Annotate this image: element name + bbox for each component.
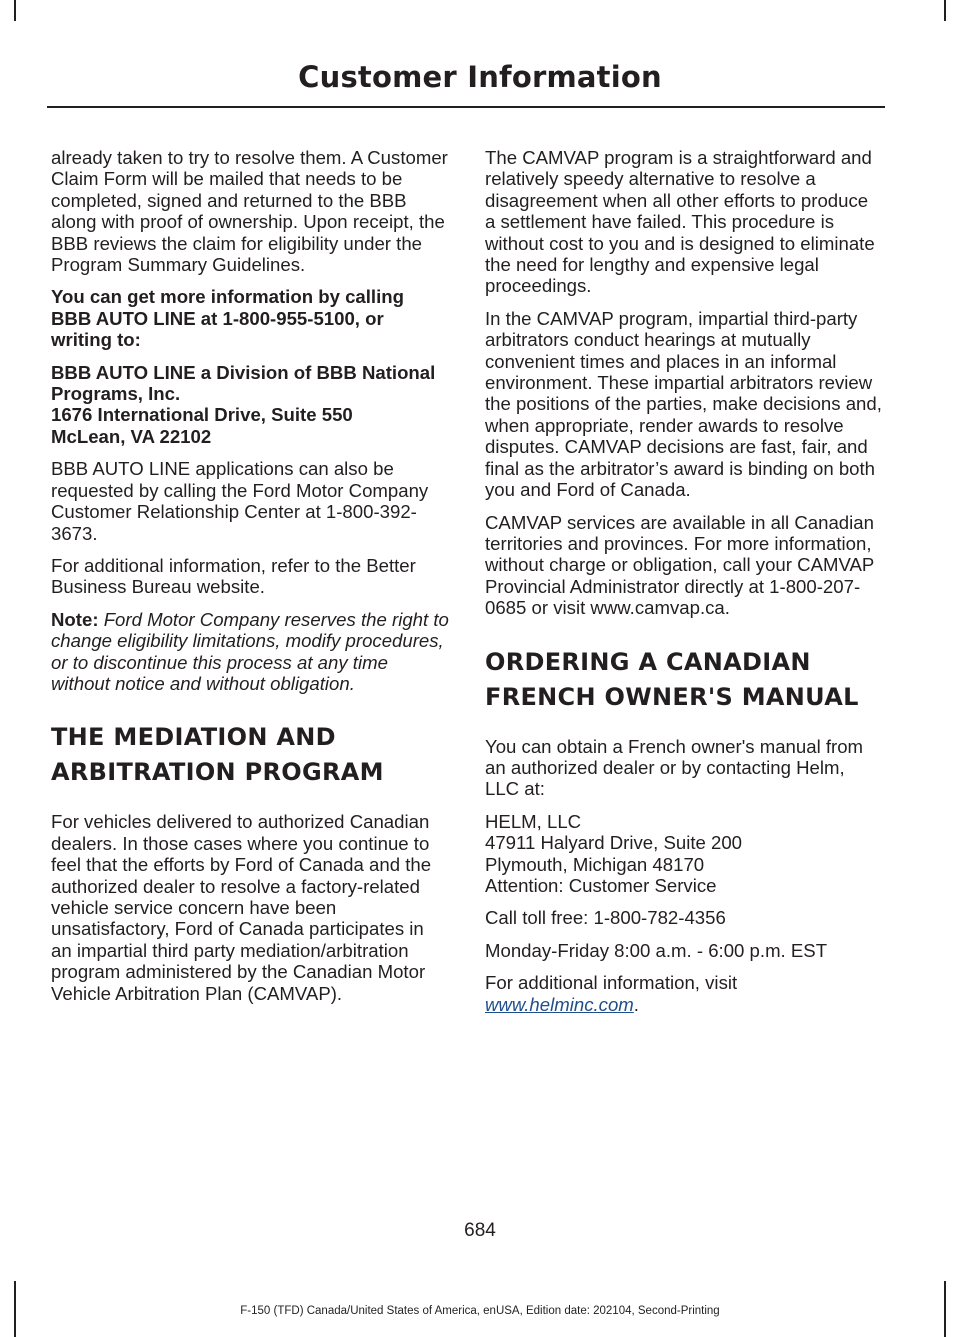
helm-website-link[interactable]: www.helminc.com xyxy=(485,993,634,1015)
camvap-overview-paragraph: The CAMVAP program is a straightforward and relatively speedy alternative to resolve a disagreement when all other efforts to produce a settlement have failed. This procedure is without cost to you and is designed to eliminate the need for lengthy and expensive legal proceedings. xyxy=(485,147,875,297)
helm-website-suffix: . xyxy=(633,993,639,1015)
claim-form-paragraph: already taken to try to resolve them. A Customer Claim Form will be mailed that needs to be completed, signed and returned to the BBB along with proof of ownership. Upon receipt, the BBB reviews the claim for eligibility under the Program Summary Guidelines. xyxy=(51,147,448,276)
mediation-heading xyxy=(51,723,449,787)
bbb-address: BBB AUTO LINE a Division of BBB National Programs, Inc. 1676 International Drive, Suite 550 McLean, VA 22102 xyxy=(51,361,436,447)
crop-mark-top-left xyxy=(14,0,16,21)
crop-mark-top-right xyxy=(944,0,946,21)
bbb-contact-paragraph: You can get more information by calling BBB AUTO LINE at 1-800-955-5100, or writing to: xyxy=(51,286,404,351)
right-column xyxy=(485,147,883,1026)
camvap-arbitrators-paragraph: In the CAMVAP program, impartial third-party arbitrators conduct hearings at mutually convenient times and places in an informal environment. These impartial arbitrators review the positions of the parties, make decisions and, when appropriate, render awards to resolve disputes. CAMVAP decisions are fast, fair, and final as the arbitrator’s award is binding on both you and Ford of Canada. xyxy=(485,307,882,501)
helm-address: HELM, LLC 47911 Halyard Drive, Suite 200 Plymouth, Michigan 48170 Attention: Customer Service xyxy=(485,810,743,896)
page-number: 684 xyxy=(464,1220,496,1241)
note-text: Ford Motor Company reserves the right to change eligibility limitations, modify procedures, or to discontinue this process at any time without notice and without obligation. xyxy=(51,608,449,694)
camvap-intro-paragraph: For vehicles delivered to authorized Canadian dealers. In those cases where you continue to feel that the efforts by Ford of Canada and the authorized dealer to resolve a factory-related vehicle service concern have been unsatisfactory, Ford of Canada participates in an impartial third party mediation/arbitration program administered by the Canadian Motor Vehicle Arbitration Plan (CAMVAP). xyxy=(51,811,432,1004)
helm-website-paragraph xyxy=(485,972,883,1015)
french-manual-heading-line2: FRENCH OWNER'S MANUAL xyxy=(485,682,859,711)
mediation-heading-line1: THE MEDIATION AND xyxy=(51,723,336,752)
header-divider xyxy=(47,106,885,108)
french-manual-heading-line1: ORDERING A CANADIAN xyxy=(485,647,811,676)
footer-edition-info: F-150 (TFD) Canada/United States of America, enUSA, Edition date: 202104, Second-Printing xyxy=(240,1305,720,1317)
mediation-heading-line2: ARBITRATION PROGRAM xyxy=(51,758,384,787)
helm-hours: Monday-Friday 8:00 a.m. - 6:00 p.m. EST xyxy=(485,939,828,961)
french-manual-paragraph: You can obtain a French owner's manual from an authorized dealer or by contacting Helm, LLC at: xyxy=(485,735,864,800)
bbb-website-paragraph: For additional information, refer to the Better Business Bureau website. xyxy=(51,554,416,598)
note-label: Note: xyxy=(51,608,99,630)
helm-phone: Call toll free: 1-800-782-4356 xyxy=(485,907,726,929)
camvap-services-paragraph: CAMVAP services are available in all Canadian territories and provinces. For more information, without charge or obligation, call your CAMVAP Provincial Administrator directly at 1-800-207-0685 or visit www.camvap.ca. xyxy=(485,511,874,619)
helm-website-prefix: For additional information, visit xyxy=(485,972,738,994)
page-title: Customer Information xyxy=(298,60,662,94)
note-paragraph xyxy=(51,609,449,695)
french-manual-heading xyxy=(485,648,883,712)
bbb-applications-paragraph: BBB AUTO LINE applications can also be requested by calling the Ford Motor Company Customer Relationship Center at 1-800-392-3673. xyxy=(51,458,429,544)
left-column xyxy=(51,147,449,1015)
